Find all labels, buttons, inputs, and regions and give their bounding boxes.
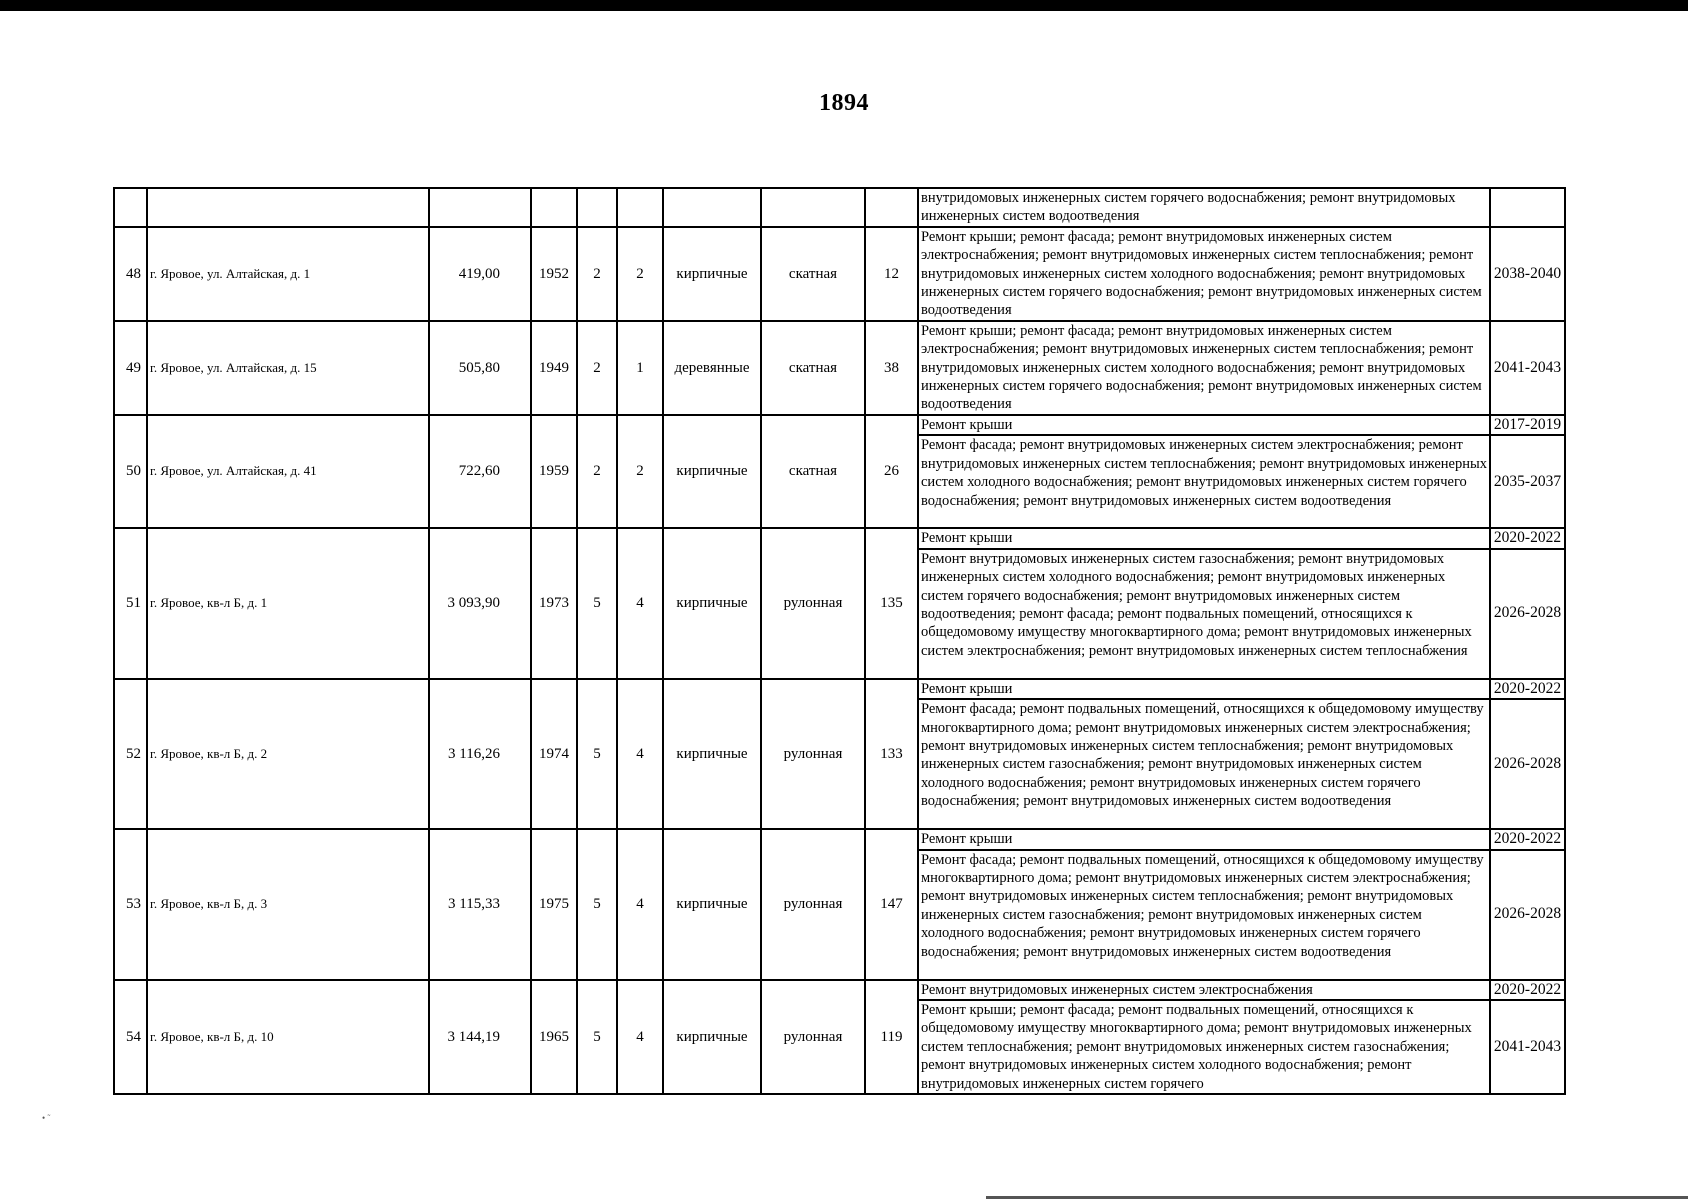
cell-total-area: 3 115,33 <box>429 829 531 979</box>
cell-work-description: Ремонт крыши <box>918 679 1490 699</box>
cell-address: г. Яровое, кв-л Б, д. 2 <box>147 679 429 829</box>
cell-empty <box>531 188 577 227</box>
cell-roof-type: рулонная <box>761 980 865 1094</box>
cell-roof-type: скатная <box>761 415 865 528</box>
cell-entrances: 2 <box>617 415 663 528</box>
cell-empty <box>114 188 147 227</box>
cell-work-description: Ремонт фасада; ремонт подвальных помещений, относящихся к общедомовому имуществу многоквартирного дома; ремонт внутридомовых инженерных систем электроснабжения; ремонт внутридомовых инженерных систем теплоснабжения; ремонт внутридомовых инженерных систем газоснабжения; ремонт внутридомовых инженерных систем холодного водоснабжения; ремонт внутридомовых инженерных систем горячего водоснабжения; ремонт внутридомовых инженерных систем водоотведения <box>918 699 1490 829</box>
cell-row-number: 53 <box>114 829 147 979</box>
housing-repair-table <box>113 187 1566 1095</box>
cell-year-built: 1949 <box>531 321 577 415</box>
cell-address: г. Яровое, кв-л Б, д. 3 <box>147 829 429 979</box>
cell-entrances: 4 <box>617 980 663 1094</box>
cell-wall-material: деревянные <box>663 321 761 415</box>
cell-total-area: 3 144,19 <box>429 980 531 1094</box>
cell-work-description: Ремонт крыши; ремонт фасада; ремонт внутридомовых инженерных систем электроснабжения; ремонт внутридомовых инженерных систем теплоснабжения; ремонт внутридомовых инженерных систем холодного водоснабжения; ремонт внутридомовых инженерных систем горячего водоснабжения; ремонт внутридомовых инженерных систем водоотведения <box>918 227 1490 321</box>
cell-period: 2017-2019 <box>1490 415 1565 435</box>
cell-roof-type: рулонная <box>761 679 865 829</box>
cell-floors: 2 <box>577 227 617 321</box>
cell-work-description: Ремонт крыши; ремонт фасада; ремонт подвальных помещений, относящихся к общедомовому имуществу многоквартирного дома; ремонт внутридомовых инженерных систем теплоснабжения; ремонт внутридомовых инженерных систем газоснабжения; ремонт внутридомовых инженерных систем холодного водоснабжения; ремонт внутридомовых инженерных систем горячего <box>918 1000 1490 1094</box>
cell-work-description: Ремонт внутридомовых инженерных систем электроснабжения <box>918 980 1490 1000</box>
table-row <box>114 528 1565 548</box>
cell-wall-material: кирпичные <box>663 227 761 321</box>
cell-period: 2020-2022 <box>1490 829 1565 849</box>
cell-floors: 5 <box>577 679 617 829</box>
cell-work-description: Ремонт крыши <box>918 829 1490 849</box>
cell-work-description: Ремонт фасада; ремонт внутридомовых инженерных систем электроснабжения; ремонт внутридомовых инженерных систем теплоснабжения; ремонт внутридомовых инженерных систем холодного водоснабжения; ремонт внутридомовых инженерных систем горячего водоснабжения; ремонт внутридомовых инженерных систем водоотведения <box>918 435 1490 528</box>
cell-year-built: 1965 <box>531 980 577 1094</box>
cell-empty <box>865 188 918 227</box>
cell-address: г. Яровое, кв-л Б, д. 10 <box>147 980 429 1094</box>
cell-work-description: Ремонт фасада; ремонт подвальных помещений, относящихся к общедомовому имуществу многоквартирного дома; ремонт внутридомовых инженерных систем электроснабжения; ремонт внутридомовых инженерных систем теплоснабжения; ремонт внутридомовых инженерных систем газоснабжения; ремонт внутридомовых инженерных систем холодного водоснабжения; ремонт внутридомовых инженерных систем горячего водоснабжения; ремонт внутридомовых инженерных систем водоотведения <box>918 850 1490 980</box>
cell-wall-material: кирпичные <box>663 528 761 678</box>
cell-residents: 12 <box>865 227 918 321</box>
cell-address: г. Яровое, ул. Алтайская, д. 41 <box>147 415 429 528</box>
cell-row-number: 50 <box>114 415 147 528</box>
table-body <box>114 188 1565 1094</box>
cell-empty <box>617 188 663 227</box>
cell-floors: 2 <box>577 415 617 528</box>
cell-year-built: 1974 <box>531 679 577 829</box>
cell-residents: 133 <box>865 679 918 829</box>
cell-row-number: 48 <box>114 227 147 321</box>
cell-year-built: 1973 <box>531 528 577 678</box>
cell-row-number: 52 <box>114 679 147 829</box>
cell-work-description: Ремонт крыши; ремонт фасада; ремонт внутридомовых инженерных систем электроснабжения; ремонт внутридомовых инженерных систем теплоснабжения; ремонт внутридомовых инженерных систем холодного водоснабжения; ремонт внутридомовых инженерных систем горячего водоснабжения; ремонт внутридомовых инженерных систем водоотведения <box>918 321 1490 415</box>
cell-row-number: 51 <box>114 528 147 678</box>
table-row <box>114 321 1565 415</box>
cell-total-area: 505,80 <box>429 321 531 415</box>
table-row <box>114 415 1565 435</box>
top-border <box>0 0 1688 11</box>
table-row <box>114 227 1565 321</box>
cell-period: 2038-2040 <box>1490 227 1565 321</box>
cell-period: 2026-2028 <box>1490 699 1565 829</box>
continuation-row <box>114 188 1565 227</box>
cell-address: г. Яровое, кв-л Б, д. 1 <box>147 528 429 678</box>
cell-total-area: 3 116,26 <box>429 679 531 829</box>
cell-residents: 147 <box>865 829 918 979</box>
cell-residents: 26 <box>865 415 918 528</box>
cell-wall-material: кирпичные <box>663 415 761 528</box>
cell-row-number: 54 <box>114 980 147 1094</box>
cell-roof-type: рулонная <box>761 829 865 979</box>
cell-floors: 5 <box>577 528 617 678</box>
cell-wall-material: кирпичные <box>663 679 761 829</box>
cell-period: 2026-2028 <box>1490 549 1565 679</box>
cell-period: 2041-2043 <box>1490 321 1565 415</box>
cell-roof-type: рулонная <box>761 528 865 678</box>
cell-entrances: 2 <box>617 227 663 321</box>
cell-empty <box>577 188 617 227</box>
cell-entrances: 1 <box>617 321 663 415</box>
cell-empty <box>429 188 531 227</box>
work-description: внутридомовых инженерных систем горячего водоснабжения; ремонт внутридомовых инженерных систем водоотведения <box>918 188 1490 227</box>
cell-floors: 2 <box>577 321 617 415</box>
cell-empty <box>147 188 429 227</box>
cell-period: 2020-2022 <box>1490 679 1565 699</box>
cell-wall-material: кирпичные <box>663 829 761 979</box>
cell-empty <box>663 188 761 227</box>
cell-entrances: 4 <box>617 528 663 678</box>
cell-period: 2041-2043 <box>1490 1000 1565 1094</box>
cell-year-built: 1975 <box>531 829 577 979</box>
cell-period: 2020-2022 <box>1490 980 1565 1000</box>
cell-total-area: 3 093,90 <box>429 528 531 678</box>
cell-address: г. Яровое, ул. Алтайская, д. 15 <box>147 321 429 415</box>
cell-roof-type: скатная <box>761 227 865 321</box>
cell-entrances: 4 <box>617 679 663 829</box>
cell-address: г. Яровое, ул. Алтайская, д. 1 <box>147 227 429 321</box>
cell-year-built: 1959 <box>531 415 577 528</box>
cell-total-area: 419,00 <box>429 227 531 321</box>
cell-wall-material: кирпичные <box>663 980 761 1094</box>
cell-period: 2026-2028 <box>1490 850 1565 980</box>
cell-year-built: 1952 <box>531 227 577 321</box>
table-row <box>114 679 1565 699</box>
cell-residents: 135 <box>865 528 918 678</box>
cell-row-number: 49 <box>114 321 147 415</box>
table-row <box>114 829 1565 849</box>
bottom-line <box>986 1196 1688 1199</box>
cell-residents: 38 <box>865 321 918 415</box>
cell-entrances: 4 <box>617 829 663 979</box>
cell-residents: 119 <box>865 980 918 1094</box>
cell-floors: 5 <box>577 980 617 1094</box>
cell-roof-type: скатная <box>761 321 865 415</box>
cell-empty <box>761 188 865 227</box>
page-number: 1894 <box>819 90 869 116</box>
cell-period: 2035-2037 <box>1490 435 1565 528</box>
cell-period: 2020-2022 <box>1490 528 1565 548</box>
scan-mark: • ˜ <box>42 1113 51 1123</box>
cell-empty <box>1490 188 1565 227</box>
cell-work-description: Ремонт внутридомовых инженерных систем газоснабжения; ремонт внутридомовых инженерных систем холодного водоснабжения; ремонт внутридомовых инженерных систем горячего водоснабжения; ремонт внутридомовых инженерных систем водоотведения; ремонт фасада; ремонт подвальных помещений, относящихся к общедомовому имуществу многоквартирного дома; ремонт внутридомовых инженерных систем электроснабжения; ремонт внутридомовых инженерных систем теплоснабжения <box>918 549 1490 679</box>
cell-work-description: Ремонт крыши <box>918 528 1490 548</box>
table-row <box>114 980 1565 1000</box>
cell-work-description: Ремонт крыши <box>918 415 1490 435</box>
cell-floors: 5 <box>577 829 617 979</box>
cell-total-area: 722,60 <box>429 415 531 528</box>
